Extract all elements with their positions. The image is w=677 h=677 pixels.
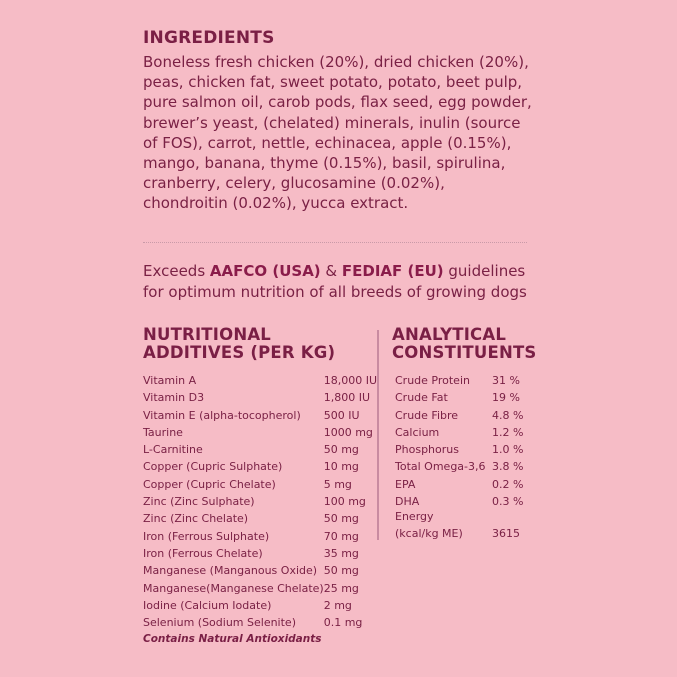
nutrient-name: Iodine (Calcium Iodate) [143, 598, 272, 612]
nutrient-name: Copper (Cupric Chelate) [143, 477, 276, 491]
analytical-constituents-title [392, 326, 537, 362]
table-row [143, 407, 377, 424]
nutrient-name: L-Carnitine [143, 443, 203, 457]
table-row [395, 407, 523, 424]
nutrient-value: 500 IU [323, 408, 360, 422]
nutritional-title-line2: ADDITIVES (PER KG) [143, 343, 336, 362]
nutrient-name: Iron (Ferrous Chelate) [143, 546, 263, 560]
antioxidants-footnote: Contains Natural Antioxidants [143, 633, 322, 645]
nutritional-additives-title [143, 326, 335, 362]
nutrient-name: Crude Fibre [395, 408, 459, 422]
exceeds-prefix: Exceeds [143, 262, 210, 280]
analytical-title-line1: ANALYTICAL [392, 325, 507, 344]
nutrient-name: Vitamin E (alpha-tocopherol) [143, 408, 301, 422]
nutrient-value: 3.8 % [492, 460, 524, 474]
analytical-constituents-table [395, 372, 523, 510]
nutrient-name: Manganese (Manganous Oxide) [143, 564, 318, 578]
nutrient-value: 50 mg [323, 443, 359, 457]
nutrient-value: 0.2 % [492, 477, 524, 491]
table-row [143, 476, 377, 493]
nutrient-value: 0.1 mg [323, 616, 363, 630]
nutrient-name: Total Omega-3,6 [395, 460, 486, 474]
table-row [143, 580, 377, 597]
dotted-divider [143, 242, 527, 243]
nutrient-value: 1.2 % [492, 425, 524, 439]
energy-label-line2: (kcal/kg ME) [395, 526, 463, 540]
exceeds-suffix: guidelines for optimum nutrition of all breeds of growing dogs [143, 262, 527, 301]
nutrient-value: 50 mg [323, 564, 359, 578]
nutrient-name: Selenium (Sodium Selenite) [143, 616, 296, 630]
nutrient-name: Vitamin D3 [143, 391, 205, 405]
table-row [395, 458, 523, 475]
table-row [143, 389, 377, 406]
nutrient-name: Crude Fat [395, 391, 448, 405]
table-row [143, 441, 377, 458]
nutritional-title-line1: NUTRITIONAL [143, 325, 272, 344]
energy-label [395, 509, 463, 542]
column-divider [377, 330, 379, 540]
table-row [395, 441, 523, 458]
table-row [143, 372, 377, 389]
ampersand: & [320, 262, 342, 280]
nutrient-name: Crude Protein [395, 374, 470, 387]
nutrient-value: 31 % [492, 374, 520, 387]
nutrient-name: EPA [395, 477, 416, 491]
table-row [395, 493, 523, 510]
ingredients-title: INGREDIENTS [143, 28, 275, 48]
nutrient-name: Phosphorus [395, 443, 459, 457]
table-row [395, 389, 523, 406]
nutrient-value: 100 mg [323, 495, 366, 509]
energy-label-line1: Energy [395, 510, 434, 523]
guidelines-statement [143, 261, 543, 303]
table-row [143, 510, 377, 527]
nutrient-value: 70 mg [323, 529, 359, 543]
table-row [143, 528, 377, 545]
analytical-title-line2: CONSTITUENTS [392, 343, 537, 362]
nutrient-value: 5 mg [323, 477, 352, 491]
nutrient-value: 18,000 IU [323, 374, 377, 387]
nutrient-name: Vitamin A [143, 374, 197, 387]
nutrient-value: 35 mg [323, 546, 359, 560]
table-row [395, 424, 523, 441]
nutrient-value: 10 mg [323, 460, 359, 474]
nutrient-value: 19 % [492, 391, 520, 405]
nutrient-value: 1.0 % [492, 443, 524, 457]
table-row [143, 562, 377, 579]
table-row [143, 424, 377, 441]
aafco-label: AAFCO (USA) [209, 262, 321, 280]
nutrient-name: Taurine [143, 425, 183, 439]
nutrient-value: 2 mg [323, 598, 352, 612]
fediaf-label: FEDIAF (EU) [341, 262, 444, 280]
table-row [143, 597, 377, 614]
nutrient-name: DHA [395, 495, 420, 509]
table-row [143, 458, 377, 475]
nutrient-value: 25 mg [323, 581, 359, 595]
nutrient-value: 0.3 % [492, 495, 524, 509]
nutrient-name: Iron (Ferrous Sulphate) [143, 529, 270, 543]
nutrient-value: 50 mg [323, 512, 359, 526]
energy-value: 3615 [492, 527, 520, 540]
nutrient-name: Calcium [395, 425, 440, 439]
nutrient-name: Manganese(Manganese Chelate) [143, 581, 324, 595]
table-row [143, 493, 377, 510]
nutritional-additives-table [143, 372, 377, 631]
table-row [143, 614, 377, 631]
table-row [395, 372, 523, 389]
nutrient-value: 1000 mg [323, 425, 373, 439]
nutrient-value: 4.8 % [492, 408, 524, 422]
nutrient-name: Zinc (Zinc Chelate) [143, 512, 249, 526]
ingredients-text: Boneless fresh chicken (20%), dried chicken (20%), peas, chicken fat, sweet potato, potato, beet pulp, pure salmon oil, carob pods, flax seed, egg powder, brewer’s yeast, (chelated) minerals, inulin (source of FOS), carrot, nettle, echinacea, apple (0.15%), mango, banana, thyme (0.15%), basil, spirulina, cranberry, celery, glucosamine (0.02%), chondroitin (0.02%), yucca extract. [143, 53, 532, 213]
nutrient-name: Copper (Cupric Sulphate) [143, 460, 283, 474]
table-row [395, 476, 523, 493]
nutrient-value: 1,800 IU [323, 391, 371, 405]
nutrient-name: Zinc (Zinc Sulphate) [143, 495, 255, 509]
table-row [143, 545, 377, 562]
